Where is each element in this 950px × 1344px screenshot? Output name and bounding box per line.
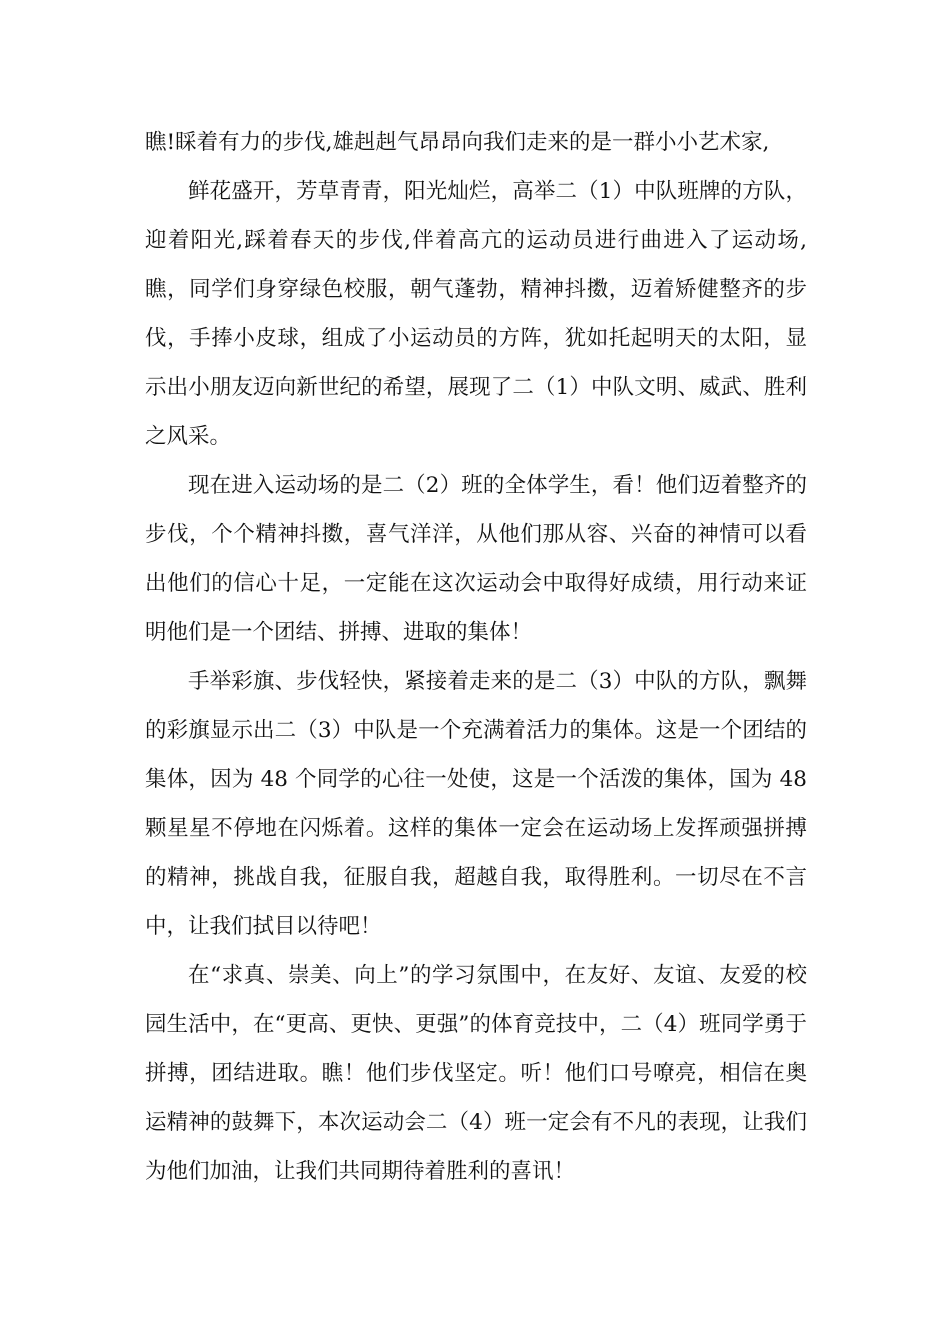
paragraph-4: 手举彩旗、步伐轻快，紧接着走来的是二（3）中队的方队，飘舞的彩旗显示出二（3）中队是一个充满着活力的集体。这是一个团结的集体，因为 48 个同学的心往一处使，这是一个活泼的集体，国为 48 颗星星不停地在闪烁着。这样的集体一定会在运动场上发挥顽强拼搏的精神，挑战自我，征服自我，超越自我，取得胜利。一切尽在不言中，让我们拭目以待吧！ — [145, 669, 807, 939]
paragraph-5: 在“求真、崇美、向上”的学习氛围中，在友好、友谊、友爱的校园生活中，在“更高、更快、更强”的体育竞技中，二（4）班同学勇于拼搏，团结进取。瞧！他们步伐坚定。听！他们口号嘹亮，相信在奥运精神的鼓舞下，本次运动会二（4）班一定会有不凡的表现，让我们为他们加油，让我们共同期待着胜利的喜讯！ — [145, 963, 807, 1184]
document-body — [145, 118, 807, 1196]
paragraph-2: 鲜花盛开，芳草青青，阳光灿烂，高举二（1）中队班牌的方队，迎着阳光,踩着春天的步伐,伴着高亢的运动员进行曲进入了运动场,瞧，同学们身穿绿色校服，朝气蓬勃，精神抖擞，迈着矫健整齐的步伐，手捧小皮球，组成了小运动员的方阵，犹如托起明天的太阳，显示出小朋友迈向新世纪的希望，展现了二（1）中队文明、威武、胜利之风采。 — [145, 179, 807, 449]
paragraph-3: 现在进入运动场的是二（2）班的全体学生，看！他们迈着整齐的步伐，个个精神抖擞，喜气洋洋，从他们那从容、兴奋的神情可以看出他们的信心十足，一定能在这次运动会中取得好成绩，用行动来证明他们是一个团结、拼搏、进取的集体！ — [145, 473, 807, 645]
paragraph-1: 瞧!睬着有力的步伐,雄赳赳气昂昂向我们走来的是一群小小艺术家, — [145, 130, 770, 155]
